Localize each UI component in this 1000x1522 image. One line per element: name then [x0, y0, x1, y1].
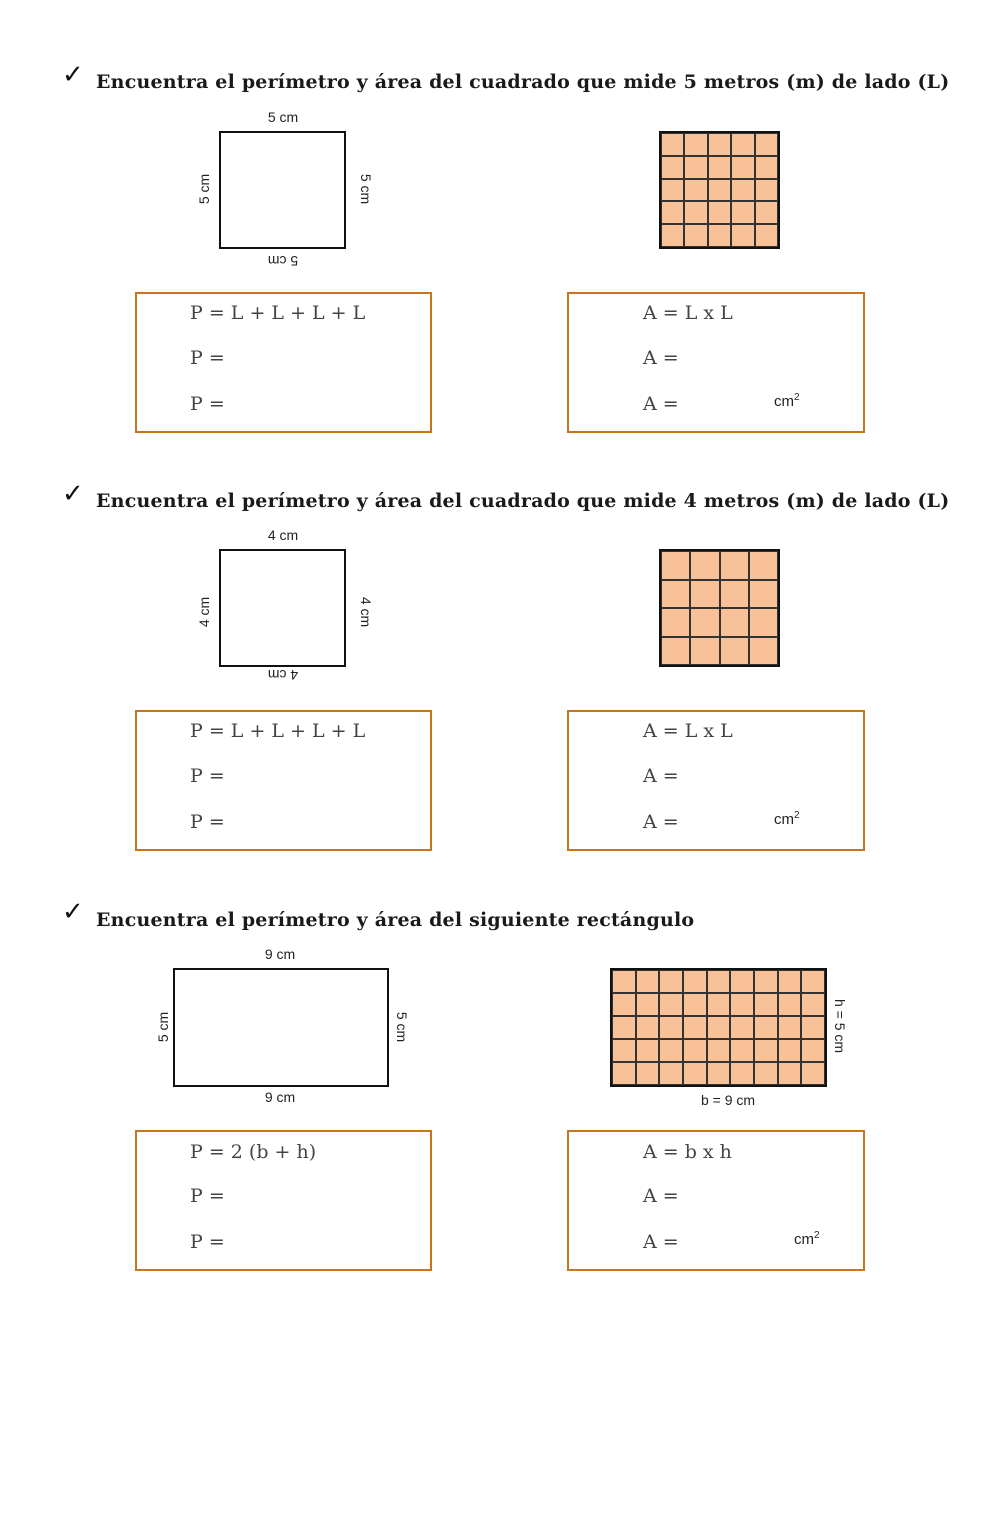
grid-unit-square [755, 179, 778, 202]
perimeter-answer-line-1a: P = [190, 347, 225, 369]
grid-unit-square [801, 970, 825, 993]
grid-unit-square [731, 224, 754, 247]
grid-unit-square [661, 133, 684, 156]
area-answer-line-2b: A = [643, 811, 679, 833]
grid-unit-square [749, 551, 778, 580]
perimeter-answer-line-1b: P = [190, 393, 225, 415]
grid-unit-square [636, 1016, 660, 1039]
grid-unit-square [731, 179, 754, 202]
rectangle-right-label: 5 cm [394, 1011, 410, 1043]
checkmark-icon: ✓ [62, 897, 84, 927]
grid-unit-square [683, 970, 707, 993]
grid-unit-square [684, 201, 707, 224]
perimeter-answer-line-2b: P = [190, 811, 225, 833]
grid-unit-square [720, 637, 749, 666]
perimeter-formula-3: P = 2 (b + h) [190, 1141, 317, 1163]
grid-unit-square [755, 156, 778, 179]
square-2-left-label: 4 cm [196, 596, 212, 628]
grid-unit-square [636, 970, 660, 993]
grid-unit-square [683, 1062, 707, 1085]
grid-unit-square [754, 1062, 778, 1085]
grid-unit-square [720, 551, 749, 580]
grid-unit-square [801, 1039, 825, 1062]
area-unit-3: $cm^2$ [794, 1230, 820, 1248]
grid-unit-square [754, 1016, 778, 1039]
grid-unit-square [659, 993, 683, 1016]
area-formula-1: A = L x L [643, 302, 733, 324]
grid-unit-square [684, 224, 707, 247]
grid-unit-square [661, 580, 690, 609]
grid-unit-square [720, 608, 749, 637]
grid-unit-square [708, 179, 731, 202]
grid-unit-square [683, 993, 707, 1016]
grid-unit-square [749, 608, 778, 637]
rectangle-bottom-label: 9 cm [264, 1089, 296, 1105]
grid-unit-square [801, 1062, 825, 1085]
grid-unit-square [690, 551, 719, 580]
grid-unit-square [659, 1016, 683, 1039]
grid-unit-square [749, 637, 778, 666]
square-2-area-grid [659, 549, 780, 667]
grid-unit-square [707, 993, 731, 1016]
square-2-right-label: 4 cm [358, 596, 374, 628]
rectangle-height-label: h = 5 cm [832, 998, 848, 1054]
rectangle-figure [173, 968, 389, 1087]
grid-unit-square [612, 970, 636, 993]
grid-unit-square [755, 133, 778, 156]
section-3-heading: Encuentra el perímetro y área del siguiente rectángulo [96, 909, 695, 931]
rectangle-left-label: 5 cm [155, 1011, 171, 1043]
grid-unit-square [612, 1039, 636, 1062]
grid-unit-square [690, 608, 719, 637]
grid-unit-square [708, 224, 731, 247]
grid-unit-square [661, 224, 684, 247]
square-1-top-label: 5 cm [267, 109, 299, 125]
grid-unit-square [636, 993, 660, 1016]
grid-unit-square [659, 1062, 683, 1085]
grid-unit-square [661, 156, 684, 179]
grid-unit-square [612, 1016, 636, 1039]
grid-unit-square [707, 970, 731, 993]
area-unit-2: $cm^2$ [774, 810, 800, 828]
perimeter-formula-2: P = L + L + L + L [190, 720, 366, 742]
grid-unit-square [730, 1039, 754, 1062]
grid-unit-square [801, 1016, 825, 1039]
grid-unit-square [731, 201, 754, 224]
square-1-right-label: 5 cm [358, 173, 374, 205]
square-2-top-label: 4 cm [267, 527, 299, 543]
grid-unit-square [754, 970, 778, 993]
rectangle-top-label: 9 cm [264, 946, 296, 962]
grid-unit-square [690, 637, 719, 666]
checkmark-icon: ✓ [62, 479, 84, 509]
grid-unit-square [661, 608, 690, 637]
area-answer-line-2a: A = [643, 765, 679, 787]
grid-unit-square [683, 1039, 707, 1062]
grid-unit-square [683, 1016, 707, 1039]
square-1-figure [219, 131, 346, 249]
grid-unit-square [730, 1016, 754, 1039]
area-answer-line-1a: A = [643, 347, 679, 369]
perimeter-answer-line-2a: P = [190, 765, 225, 787]
rectangle-area-grid [610, 968, 827, 1087]
grid-unit-square [612, 1062, 636, 1085]
square-1-left-label: 5 cm [196, 173, 212, 205]
area-formula-2: A = L x L [643, 720, 733, 742]
square-1-bottom-label: 5 cm [267, 253, 299, 269]
grid-unit-square [690, 580, 719, 609]
grid-unit-square [778, 1039, 802, 1062]
grid-unit-square [708, 156, 731, 179]
grid-unit-square [778, 970, 802, 993]
grid-unit-square [707, 1016, 731, 1039]
grid-unit-square [684, 133, 707, 156]
area-unit-1: $cm^2$ [774, 392, 800, 410]
grid-unit-square [636, 1039, 660, 1062]
grid-unit-square [731, 133, 754, 156]
grid-unit-square [720, 580, 749, 609]
perimeter-answer-line-3b: P = [190, 1231, 225, 1253]
area-formula-3: A = b x h [643, 1141, 732, 1163]
grid-unit-square [661, 551, 690, 580]
checkmark-icon: ✓ [62, 60, 84, 90]
perimeter-formula-1: P = L + L + L + L [190, 302, 366, 324]
grid-unit-square [659, 970, 683, 993]
square-2-bottom-label: 4 cm [267, 667, 299, 683]
grid-unit-square [749, 580, 778, 609]
grid-unit-square [707, 1039, 731, 1062]
grid-unit-square [707, 1062, 731, 1085]
square-2-figure [219, 549, 346, 667]
grid-unit-square [730, 1062, 754, 1085]
grid-unit-square [708, 133, 731, 156]
section-1-heading: Encuentra el perímetro y área del cuadrado que mide 5 metros (m) de lado (L) [96, 71, 950, 93]
grid-unit-square [661, 637, 690, 666]
grid-unit-square [754, 993, 778, 1016]
perimeter-answer-line-3a: P = [190, 1185, 225, 1207]
grid-unit-square [801, 993, 825, 1016]
area-answer-line-1b: A = [643, 393, 679, 415]
grid-unit-square [659, 1039, 683, 1062]
grid-unit-square [755, 224, 778, 247]
area-answer-line-3b: A = [643, 1231, 679, 1253]
grid-unit-square [731, 156, 754, 179]
section-2-heading: Encuentra el perímetro y área del cuadrado que mide 4 metros (m) de lado (L) [96, 490, 950, 512]
square-1-area-grid [659, 131, 780, 249]
grid-unit-square [778, 1016, 802, 1039]
grid-unit-square [708, 201, 731, 224]
grid-unit-square [730, 993, 754, 1016]
grid-unit-square [684, 179, 707, 202]
grid-unit-square [661, 179, 684, 202]
rectangle-base-label: b = 9 cm [700, 1092, 756, 1108]
grid-unit-square [636, 1062, 660, 1085]
grid-unit-square [778, 1062, 802, 1085]
area-answer-line-3a: A = [643, 1185, 679, 1207]
grid-unit-square [754, 1039, 778, 1062]
grid-unit-square [612, 993, 636, 1016]
grid-unit-square [730, 970, 754, 993]
grid-unit-square [684, 156, 707, 179]
grid-unit-square [755, 201, 778, 224]
grid-unit-square [661, 201, 684, 224]
grid-unit-square [778, 993, 802, 1016]
